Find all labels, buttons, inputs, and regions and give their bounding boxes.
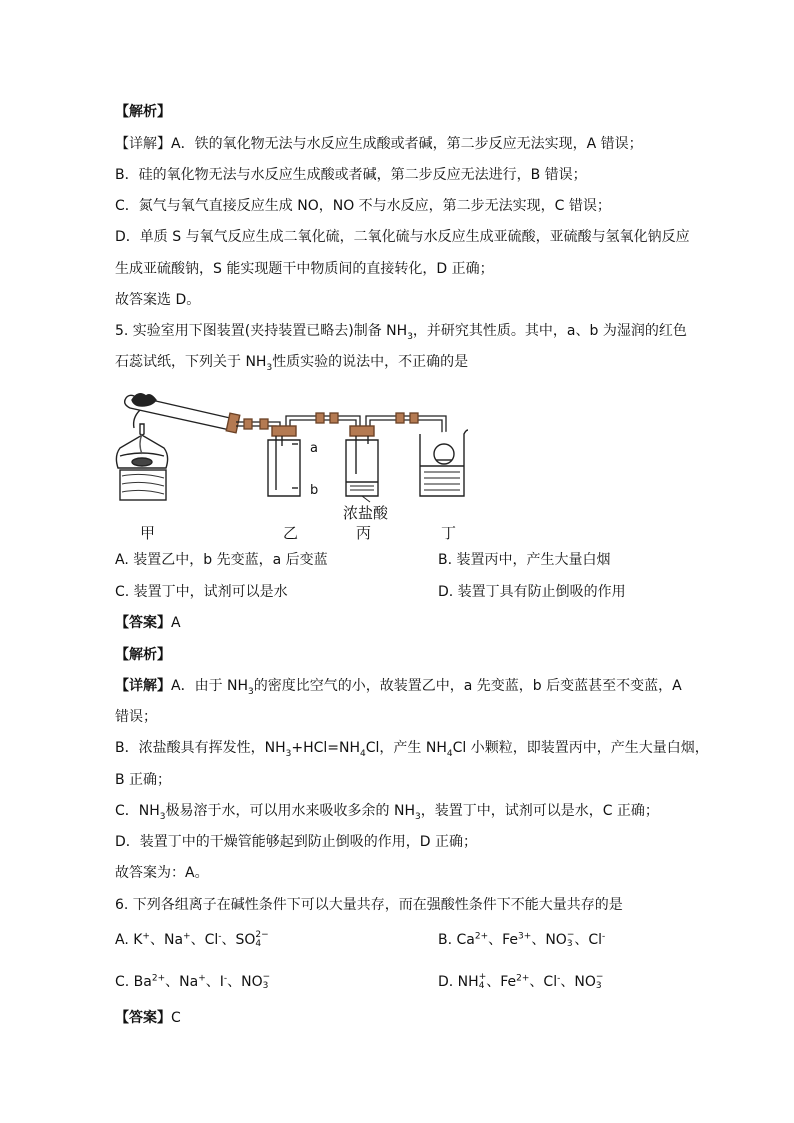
option-6c: C. $Ba^{2+}$、Na+、I-、NO − 3 [115, 972, 271, 991]
answer-5: 【答案】A [115, 615, 181, 631]
option-5b: B. 装置丙中，产生大量白烟 [438, 552, 611, 568]
answer-6: 【答案】C [115, 1010, 181, 1026]
label-ding: 丁 [441, 524, 457, 542]
question-5-stem: 5. 实验室用下图装置(夹持装置已略去)制备 $NH_3$，并研究其性质。其中，a、b 为湿润的红色 [115, 323, 687, 342]
label-jia: 甲 [140, 524, 156, 542]
detail-line-d-cont: 生成亚硫酸钠，S 能实现题干中物质间的直接转化，D 正确； [115, 261, 494, 277]
analysis-5-conclusion: 故答案为：A。 [115, 865, 209, 881]
apparatus-ding [420, 430, 468, 496]
detail-line-a: 【详解】A．铁的氧化物无法与水反应生成酸或者碱，第二步反应无法实现，A 错误； [115, 136, 643, 152]
detail-line-c: C．氮气与氧气直接反应生成 NO，NO 不与水反应，第二步无法实现，C 错误； [115, 198, 611, 214]
option-5a: A. 装置乙中，b 先变蓝，a 后变蓝 [115, 552, 328, 568]
detail-line-b: B．硅的氧化物无法与水反应生成酸或者碱，第二步反应无法进行，B 错误； [115, 167, 587, 183]
option-6b: B. $Ca^{2+}$、$Fe^{3+}$、NO − 3 、Cl- [438, 930, 606, 949]
analysis-heading: 【解析】 [115, 104, 171, 120]
apparatus-figure [112, 384, 482, 544]
reagent-label: 浓盐酸 [343, 504, 389, 522]
option-5c: C. 装置丁中，试剂可以是水 [115, 584, 288, 600]
analysis-5-line-c: C．$NH_3$极易溶于水，可以用水来吸收多余的 $NH_3$，装置丁中，试剂可以是水，C 正确； [115, 803, 659, 822]
paper-label-b: b [310, 483, 319, 498]
analysis-5-line-b: B．浓盐酸具有挥发性，$NH_3+HCl=NH_4Cl$，产生 $NH_4Cl$ 小颗粒，即装置丙中，产生大量白烟， [115, 740, 709, 759]
analysis-5-line-a-cont: 错误； [115, 709, 157, 725]
analysis-5-line-d: D．装置丁中的干燥管能够起到防止倒吸的作用，D 正确； [115, 834, 478, 850]
detail-line-d: D．单质 S 与氧气反应生成二氧化硫，二氧化硫与水反应生成亚硫酸，亚硫酸与氢氧化钠反应 [115, 229, 690, 245]
option-6d: D. NH + 4 、$Fe^{2+}$、Cl-、NO − 3 [438, 972, 604, 991]
question-6-stem: 6. 下列各组离子在碱性条件下可以大量共存，而在强酸性条件下不能大量共存的是 [115, 897, 623, 913]
label-bing: 丙 [356, 524, 372, 542]
option-5d: D. 装置丁具有防止倒吸的作用 [438, 584, 626, 600]
apparatus-yi [268, 426, 300, 496]
analysis-5-line-a: 【详解】A．由于 $NH_3$的密度比空气的小，故装置乙中，a 先变蓝，b 后变蓝甚至不变蓝，A [115, 678, 682, 697]
apparatus-bing [346, 426, 378, 502]
analysis-5-line-b-cont: B 正确； [115, 772, 172, 788]
apparatus-jia [116, 394, 239, 500]
label-yi: 乙 [283, 524, 299, 542]
answer-conclusion: 故答案选 D。 [115, 292, 201, 308]
analysis-5-heading: 【解析】 [115, 647, 171, 663]
paper-label-a: a [310, 441, 318, 456]
option-6a: A. K+、Na+、Cl-、SO 2− 4 [115, 930, 269, 949]
connecting-tubes [236, 413, 446, 434]
question-5-stem-cont: 石蕊试纸，下列关于 $NH_3$性质实验的说法中，不正确的是 [115, 354, 469, 373]
